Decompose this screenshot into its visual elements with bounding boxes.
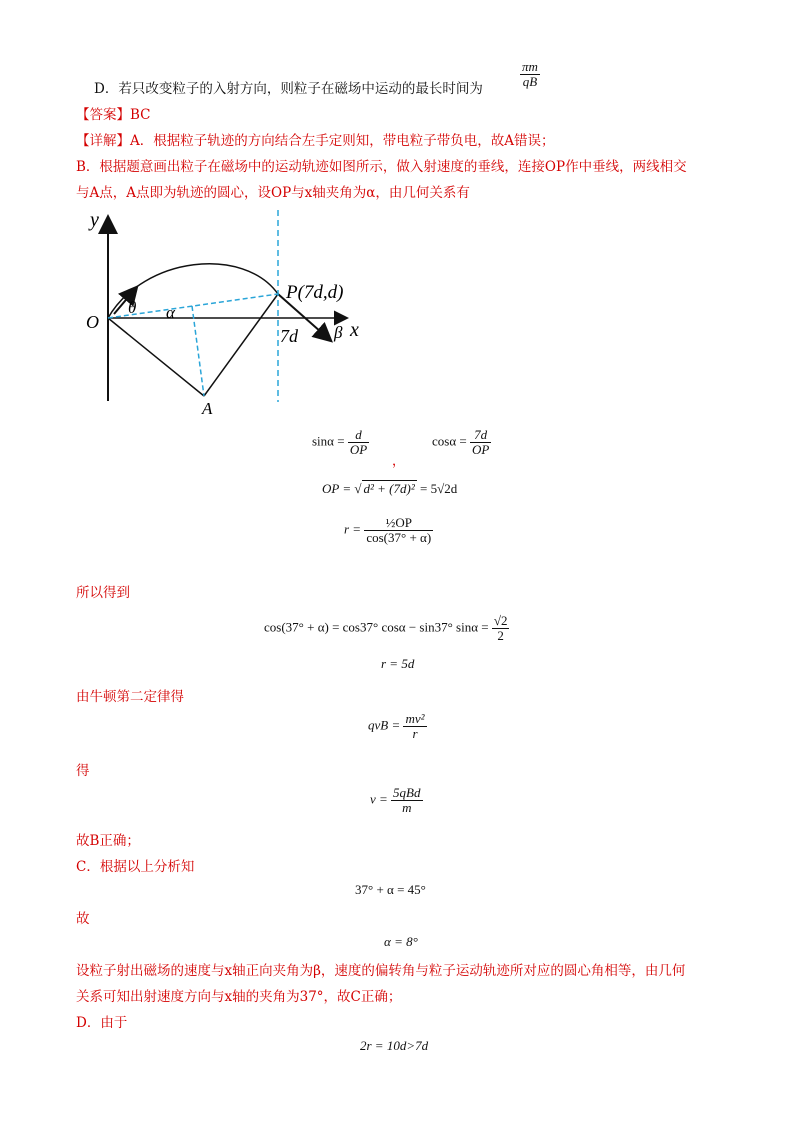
de-text: 得 [76,763,90,779]
fraction-numerator: πm [522,59,538,74]
r-lhs: r = [344,521,362,537]
radius-ap [204,294,278,396]
v-numerator: 5qBd [393,785,421,800]
option-d-fraction [520,60,540,89]
b-correct: 故B正确； [76,833,140,849]
detail-b-line2: 与A点，A点即为轨迹的圆心，设OP与x轴夹角为α，由几何关系有 [76,185,470,201]
d-text: D．由于 [76,1015,128,1031]
op-radicand: d² + (7d)² [363,481,415,496]
origin-label: O [86,312,99,332]
cos-lhs: cosα = [432,433,467,449]
qvb-numerator: mv² [405,711,425,726]
cos-sum-lhs: cos(37° + α) = cos37° cosα − sin37° sinα = [264,619,489,635]
c-line2: 关系可知出射速度方向与x轴的夹角为37°，故C正确； [76,989,402,1005]
cos-sum-denominator: 2 [497,628,504,643]
cos-sum-numerator: √2 [493,613,508,628]
r-equation [344,516,433,545]
detail-a-line [76,132,555,150]
detail-b-line1: B．根据题意画出粒子在磁场中的运动轨迹如图所示，做入射速度的垂线，连接OP作中垂线，两线相交 [76,159,687,175]
final-equation: 2r = 10d>7d [360,1038,429,1053]
radius-oa [108,318,204,396]
center-a-label: A [202,399,213,416]
detail-a-text: A．根据粒子轨迹的方向结合左手定则知，带电粒子带负电，故A错误； [130,133,555,149]
detail-prefix: 【详解】 [76,133,130,149]
so-text: 所以得到 [76,585,130,601]
cos-denominator: OP [471,442,490,457]
sin-lhs: sinα = [312,433,345,449]
c-text: C．根据以上分析知 [76,859,195,875]
theta-label: θ [128,298,137,317]
x-axis-label: x [350,319,359,341]
newton-text: 由牛顿第二定律得 [76,689,184,705]
r-denominator: cos(37° + α) [366,530,432,545]
sin-alpha-equation [312,428,369,457]
cos-alpha-equation [432,428,491,457]
op-rhs: = 5√2d [420,481,458,496]
trajectory-figure [84,206,384,416]
y-axis-label: y [90,209,99,231]
cos-sum-equation [264,614,509,643]
alpha-equation: α = 8° [384,934,418,949]
op-equation: OP = √ d² + (7d)² = 5√2d [322,481,458,496]
angle-equation: 37° + α = 45° [355,882,426,897]
answer-line: 【答案】BC [76,107,151,123]
alpha-label: α [166,303,175,322]
op-lhs: OP = [322,481,352,496]
c-line1: 设粒子射出磁场的速度与x轴正向夹角为β，速度的偏转角与粒子运动轨迹所对应的圆心角相等，由几何 [76,963,686,979]
sin-numerator: d [348,428,369,443]
v-denominator: m [402,800,412,815]
beta-label: β [334,323,343,342]
perpendicular-bisector [192,306,204,396]
option-d-text [94,80,483,98]
r-result: r = 5d [381,656,415,671]
r-numerator: ½OP [364,516,433,531]
separator-comma: ， [392,453,406,468]
gu-text: 故 [76,911,90,927]
cos-numerator: 7d [470,428,491,443]
point-p-label: P(7d,d) [286,282,344,303]
v-lhs: v = [370,791,388,807]
sin-denominator: OP [349,442,368,457]
qvb-denominator: r [412,726,418,741]
fraction-denominator: qB [522,74,538,89]
v-equation [370,786,423,815]
qvb-lhs: qvB = [368,717,401,733]
option-d-label: D．若只改变粒子的入射方向，则粒子在磁场中运动的最长时间为 [94,81,483,97]
qvb-equation [368,712,427,741]
distance-label: 7d [280,326,298,346]
